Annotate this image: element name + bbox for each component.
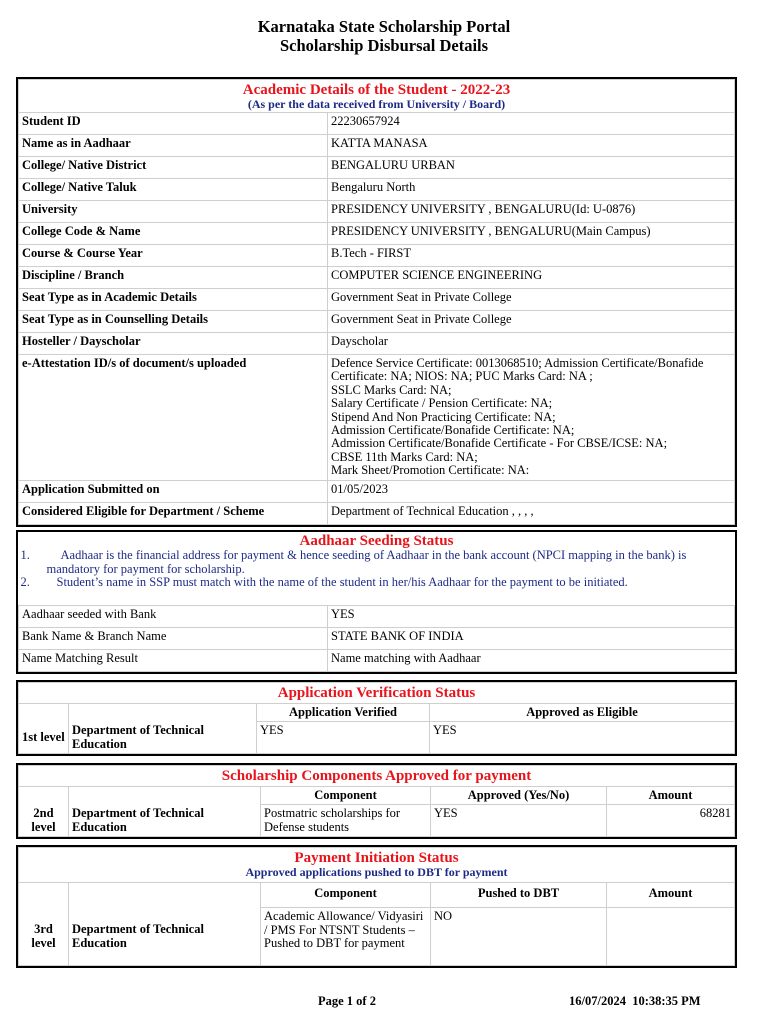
verification-title: Application Verification Status	[277, 685, 476, 701]
attestation-line: Mark Sheet/Promotion Certificate: NA:	[331, 463, 530, 478]
row-value: STATE BANK OF INDIA	[328, 627, 735, 649]
payment-subtitle: Approved applications pushed to DBT for payment	[245, 865, 508, 879]
attestation-line: CBSE 11th Marks Card: NA;	[331, 449, 478, 464]
row-value: Government Seat in Private College	[328, 289, 735, 311]
submitted-value: 01/05/2023	[328, 480, 735, 502]
table-row	[19, 135, 735, 157]
row-label: Student ID	[19, 113, 328, 135]
components-heading	[19, 766, 735, 787]
row-value: PRESIDENCY UNIVERSITY , BENGALURU(Main Campus)	[328, 223, 735, 245]
attestation-line: Admission Certificate/Bonafide Certificate: NA;	[331, 423, 575, 438]
col-component: Component	[261, 883, 431, 908]
table-row	[19, 223, 735, 245]
table-row	[19, 649, 735, 671]
col-approved: Approved (Yes/No)	[431, 787, 607, 805]
print-datetime: 16/07/2024 10:38:35 PM	[569, 994, 701, 1008]
row-value: COMPUTER SCIENCE ENGINEERING	[328, 267, 735, 289]
table-row	[19, 179, 735, 201]
row-label: Aadhaar seeded with Bank	[19, 605, 328, 627]
portal-title: Karnataka State Scholarship Portal	[257, 17, 511, 36]
amount-value: 68281	[607, 805, 735, 837]
row-label: College/ Native Taluk	[19, 179, 328, 201]
table-row	[19, 245, 735, 267]
blank-cell	[19, 787, 69, 805]
page-number: Page 1 of 2	[318, 994, 376, 1008]
aadhaar-heading	[19, 532, 735, 605]
table-row	[19, 333, 735, 355]
submitted-label: Application Submitted on	[19, 480, 328, 502]
table-row	[19, 113, 735, 135]
department-label: Department of Technical Education	[69, 908, 261, 966]
row-value: YES	[328, 605, 735, 627]
level-label: 2nd level	[19, 805, 69, 837]
verification-section	[16, 680, 737, 756]
blank-cell	[69, 883, 261, 908]
col-pushed-dbt: Pushed to DBT	[431, 883, 607, 908]
col-approved-eligible: Approved as Eligible	[430, 704, 735, 722]
aadhaar-note-2	[19, 576, 735, 590]
approved-eligible-value: YES	[430, 722, 735, 754]
row-value: KATTA MANASA	[328, 135, 735, 157]
attestation-line: SSLC Marks Card: NA;	[331, 382, 452, 397]
aadhaar-title: Aadhaar Seeding Status	[299, 533, 454, 549]
row-value: Name matching with Aadhaar	[328, 649, 735, 671]
table-row	[19, 627, 735, 649]
table-row	[19, 289, 735, 311]
attestation-line: Admission Certificate/Bonafide Certificate - For CBSE/ICSE: NA;	[331, 436, 668, 451]
table-row	[19, 311, 735, 333]
row-label: College/ Native District	[19, 157, 328, 179]
row-label: Seat Type as in Academic Details	[19, 289, 328, 311]
eligible-value: Department of Technical Education , , , ,	[328, 502, 735, 524]
row-label: Discipline / Branch	[19, 267, 328, 289]
row-label: Course & Course Year	[19, 245, 328, 267]
note-text: Aadhaar is the financial address for payment & hence seeding of Aadhaar in the bank account (NPCI mapping in the bank) is mandatory for payment for scholarship.	[46, 548, 687, 576]
attestation-value	[328, 355, 735, 481]
component-value: Academic Allowance/ Vidyasiri / PMS For NTSNT Students – Pushed to DBT for payment	[261, 908, 431, 966]
aadhaar-section	[16, 530, 737, 674]
row-value: BENGALURU URBAN	[328, 157, 735, 179]
table-row	[19, 157, 735, 179]
academic-title: Academic Details of the Student - 2022-23	[242, 82, 511, 98]
blank-cell	[69, 704, 257, 722]
components-title: Scholarship Components Approved for payment	[221, 768, 532, 784]
note-text: Student’s name in SSP must match with the name of the student in her/his Aadhaar for the payment to be initiated.	[56, 575, 628, 589]
row-value: 22230657924	[328, 113, 735, 135]
col-amount: Amount	[607, 787, 735, 805]
academic-subtitle: (As per the data received from University / Board)	[247, 97, 506, 111]
row-value: Dayscholar	[328, 333, 735, 355]
component-value: Postmatric scholarships for Defense students	[261, 805, 431, 837]
page-subtitle: Scholarship Disbursal Details	[279, 36, 489, 55]
col-component: Component	[261, 787, 431, 805]
row-label: Name Matching Result	[19, 649, 328, 671]
row-label: Seat Type as in Counselling Details	[19, 311, 328, 333]
pushed-dbt-value: NO	[431, 908, 607, 966]
row-value: Government Seat in Private College	[328, 311, 735, 333]
components-section	[16, 763, 737, 839]
table-row	[19, 605, 735, 627]
row-label: College Code & Name	[19, 223, 328, 245]
table-row	[19, 201, 735, 223]
attestation-line: Stipend And Non Practicing Certificate: NA;	[331, 409, 556, 424]
verification-heading	[19, 683, 735, 704]
aadhaar-note-1	[19, 549, 735, 576]
blank-cell	[19, 883, 69, 908]
department-label: Department of Technical Education	[69, 805, 261, 837]
row-label: Name as in Aadhaar	[19, 135, 328, 157]
blank-cell	[19, 704, 69, 722]
attestation-label: e-Attestation ID/s of document/s uploaded	[19, 355, 328, 481]
academic-details-section	[16, 77, 737, 527]
attestation-line: Salary Certificate / Pension Certificate: NA;	[331, 396, 553, 411]
col-application-verified: Application Verified	[257, 704, 430, 722]
row-value: B.Tech - FIRST	[328, 245, 735, 267]
col-amount: Amount	[607, 883, 735, 908]
department-label: Department of Technical Education	[69, 722, 257, 754]
payment-heading	[19, 848, 735, 883]
academic-heading	[19, 80, 735, 113]
attestation-line: Defence Service Certificate: 0013068510; Admission Certificate/Bonafide Certificate: NA; NIOS: NA; PUC Marks Card: NA ;	[331, 356, 704, 384]
table-row	[19, 267, 735, 289]
note-number: 2.	[20, 575, 30, 589]
row-label: University	[19, 201, 328, 223]
approved-value: YES	[431, 805, 607, 837]
eligible-label: Considered Eligible for Department / Scheme	[19, 502, 328, 524]
application-verified-value: YES	[257, 722, 430, 754]
level-label: 1st level	[19, 722, 69, 754]
blank-cell	[69, 787, 261, 805]
row-label: Hosteller / Dayscholar	[19, 333, 328, 355]
amount-value	[607, 908, 735, 966]
payment-section	[16, 845, 737, 968]
row-value: PRESIDENCY UNIVERSITY , BENGALURU(Id: U-0876)	[328, 201, 735, 223]
payment-title: Payment Initiation Status	[294, 850, 459, 866]
level-label: 3rd level	[19, 908, 69, 966]
page-header	[0, 17, 768, 55]
row-label: Bank Name & Branch Name	[19, 627, 328, 649]
row-value: Bengaluru North	[328, 179, 735, 201]
note-number: 1.	[20, 548, 30, 562]
